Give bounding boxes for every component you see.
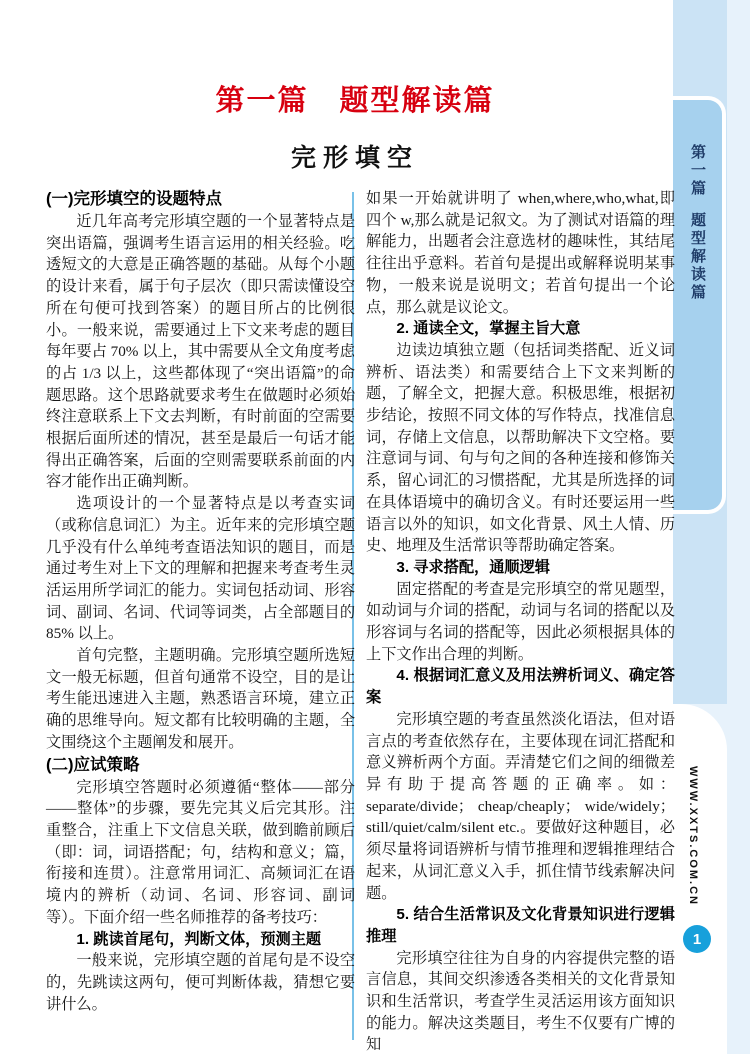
paragraph: 完形填空往往为自身的内容提供完整的语言信息，其间交织渗透各类相关的文化背景知识和生活常识，考查学生灵活运用该方面知识的能力。解决这类题目，考生不仅要有广博的知	[366, 949, 675, 1054]
chapter-tab-label-part1: 第一篇	[689, 144, 706, 198]
tip5-heading: 5. 结合生活常识及文化背景知识进行逻辑推理	[366, 906, 675, 945]
paragraph: 固定搭配的考查是完形填空的常见题型，如动词与介词的搭配，动词与名词的搭配以及形容词与名词的搭配等，因此必须根据具体的上下文作出合理的判断。	[366, 580, 675, 663]
page-number-badge: 1	[683, 925, 711, 953]
paragraph: 首句完整，主题明确。完形填空题所选短文一般无标题，但首句通常不设空，目的是让考生能迅速进入主题，熟悉语言环境，建立正确的思维导向。短文都有比较明确的主题，全文围绕这个主题阐发和展开。	[46, 647, 355, 751]
paragraph: 一般来说，完形填空题的首尾句是不设空的，先跳读这两句，便可判断体裁，猜想它要讲什么。	[46, 952, 355, 1013]
section-title: 完形填空	[290, 145, 419, 172]
tip2-heading: 2. 通读全文，掌握主旨大意	[396, 320, 581, 338]
tip4-heading: 4. 根据词汇意义及用法辨析词义、确定答案	[366, 667, 675, 707]
sidebar-white-notch	[673, 704, 727, 1054]
tip1-heading: 1. 跳读首尾句，判断文体，预测主题	[76, 930, 322, 948]
publisher-website: WWW.XXTS.COM.CN	[687, 766, 699, 906]
chapter-tab-label	[673, 144, 722, 302]
paragraph: 选项设计的一个显著特点是以考查实词（或称信息词汇）为主。近年来的完形填空题几乎没有什么单纯考查语法知识的题目，而是通过考生对上下文的理解和把握来考查考生灵活运用所学词汇的能力。实词包括动词、形容词、副词、名词、代词等词类，占全部题目的 85% 以上。	[46, 495, 355, 643]
section2-heading: (二)应试策略	[46, 755, 140, 774]
paragraph: 边读边填独立题（包括词类搭配、近义词辨析、语法类）和需要结合上下文来判断的题，了解全文，把握大意。积极思维，根据初步结论，按照不同文体的写作特点，找准信息词，存储上文信息，以帮助解决下文空格。要注意词与词、句与句之间的各种连接和修饰关系，留心词汇的习惯搭配，尤其是所选择的词在具体语境中的确切含义。有时还要运用一些语言以外的知识，如文化背景、风土人情、历史、地理及生活常识等帮助确定答案。	[366, 341, 675, 555]
paragraph-continuation: 如果一开始就讲明了 when,where,who,what,即四个 w,那么就是记叙文。为了测试对语篇的理解能力，出题者会注意选材的趣味性，其结尾往往出乎意料。若首句是提出或解释说明某事物，一般来说是说明文；若首句提出一个论点，那么就是议论文。	[366, 190, 675, 316]
section1-heading: (一)完形填空的设题特点	[46, 190, 222, 208]
tip3-heading: 3. 寻求搭配，通顺逻辑	[396, 558, 550, 576]
chapter-tab-fill	[673, 100, 722, 510]
chapter-tab	[673, 96, 726, 514]
paragraph: 完形填空答题时必须遵循“整体——部分——整体”的步骤，要先完其义后完其形。注重整合，注重上下文信息关联，做到瞻前顾后（即：词，词语搭配；句，结构和意义；篇，衔接和连贯）。注意常用词汇、高频词汇在语境内的辨析（动词、名词、形容词、副词等）。下面介绍一些名师推荐的备考技巧：	[46, 778, 355, 926]
chapter-tab-label-part2: 题型解读篇	[689, 212, 706, 302]
left-column	[46, 188, 355, 1015]
paragraph: 完形填空题的考查虽然淡化语法，但对语言点的考查依然存在，主要体现在词汇搭配和意义辨析两个方面。弄清楚它们之间的细微差异有助于提高答题的正确率。如：separate/divide； cheap/cheaply； wide/widely； still/quiet/calm/silent etc.。要做好这种题目，必须尽量将词语辨析与情节推理和逻辑推理结合起来，从词汇意义入手，抓住情节线索解决问题。	[366, 710, 675, 902]
paragraph: 近几年高考完形填空题的一个显著特点是突出语篇，强调考生语言运用的相关经验。吃透短文的大意是正确答题的基础。从每个小题的设计来看，属于句子层次（即只需读懂设空所在句便可找到答案）的题目所占的比例很小。一般来说，需要通过上下文来考虑的题目每年要占 70% 以上，其中需要从全文角度考虑的占 1/3 以上，这些都体现了“突出语篇”的命题思路。这个思路就要求考生在做题时必须始终注意联系上下文去判断，有时前面的空需要根据后面所述的情况，甚至是最后一句话才能得出正确答案，后面的空则需要联系前面的内容才能作出正确判断。	[46, 213, 355, 491]
right-column	[366, 188, 675, 1054]
chapter-title: 第一篇 题型解读篇	[215, 85, 495, 117]
